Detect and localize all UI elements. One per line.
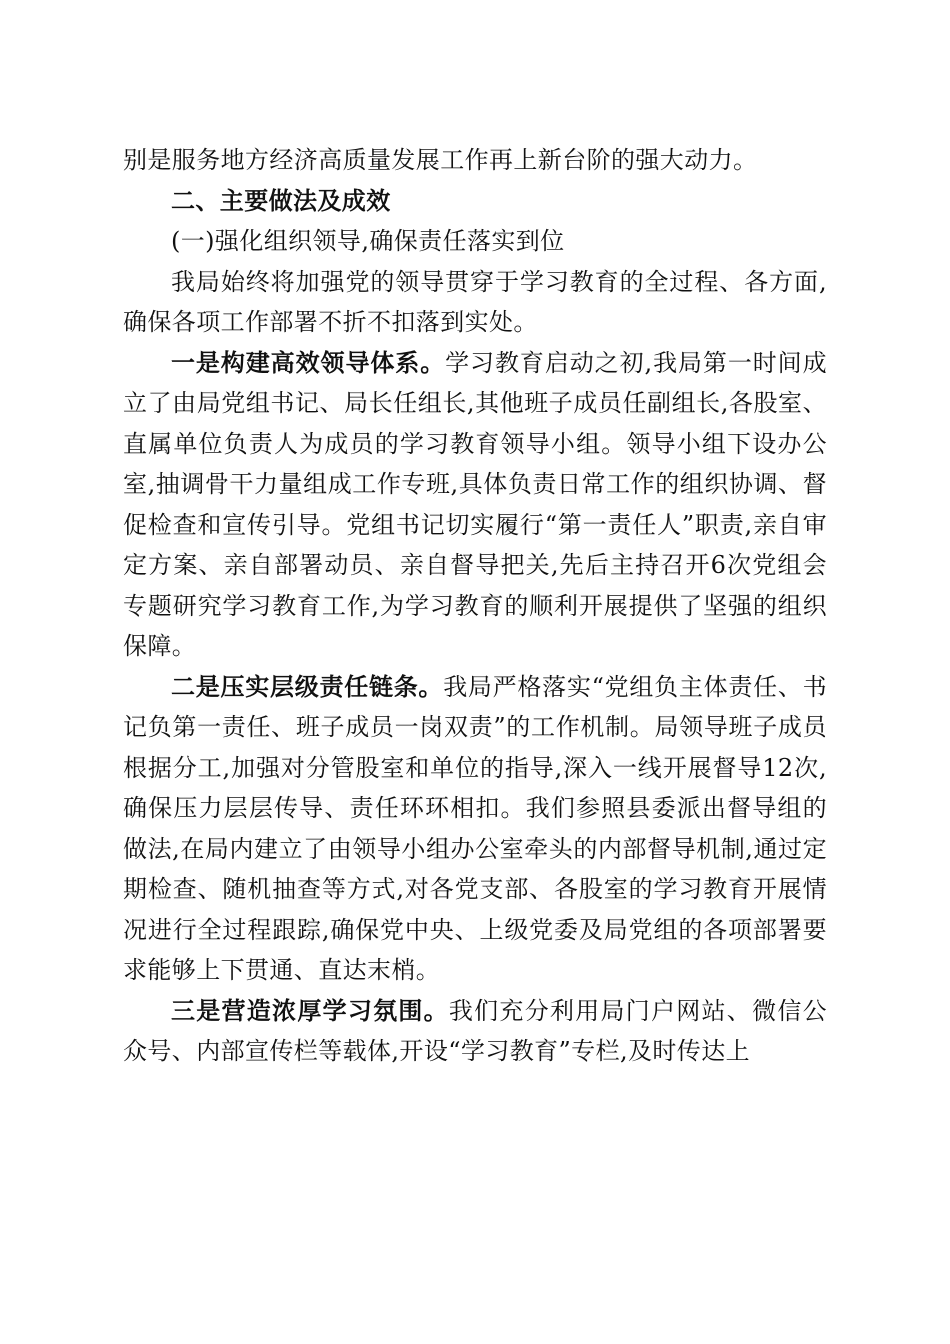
point-lead-1: 一是构建高效领导体系。 [171, 348, 446, 377]
point-paragraph-1 [123, 343, 827, 667]
point-body-1: 学习教育启动之初,我局第一时间成立了由局党组书记、局长任组长,其他班子成员任副组长,各股室、直属单位负责人为成员的学习教育领导小组。领导小组下设办公室,抽调骨干力量组成工作专班,具体负责日常工作的组织协调、督促检查和宣传引导。党组书记切实履行“第一责任人”职责,亲自审定方案、亲自部署动员、亲自督导把关,先后主持召开6次党组会专题研究学习教育工作,为学习教育的顺利开展提供了坚强的组织保障。 [123, 348, 827, 660]
point-lead-3: 三是营造浓厚学习氛围。 [171, 996, 449, 1025]
point-body-2: 我局严格落实“党组负主体责任、书记负第一责任、班子成员一岗双责”的工作机制。局领导班子成员根据分工,加强对分管股室和单位的指导,深入一线开展督导12次,确保压力层层传导、责任环环相扣。我们参照县委派出督导组的做法,在局内建立了由领导小组办公室牵头的内部督导机制,通过定期检查、随机抽查等方式,对各党支部、各股室的学习教育开展情况进行全过程跟踪,确保党中央、上级党委及局党组的各项部署要求能够上下贯通、直达末梢。 [123, 672, 828, 984]
document-body [123, 140, 827, 1072]
point-body-3: 我们充分利用局门户网站、微信公众号、内部宣传栏等载体,开设“学习教育”专栏,及时传达上 [123, 996, 827, 1065]
intro-tail-paragraph: 别是服务地方经济高质量发展工作再上新台阶的强大动力。 [123, 146, 758, 174]
point-paragraph-2 [123, 667, 827, 991]
subsection-intro-paragraph: 我局始终将加强党的领导贯穿于学习教育的全过程、各方面,确保各项工作部署不折不扣落到实处。 [123, 267, 827, 336]
subsection-heading: (一)强化组织领导,确保责任落实到位 [171, 227, 565, 255]
point-paragraph-3 [123, 991, 827, 1072]
section-heading: 二、主要做法及成效 [171, 186, 391, 215]
point-lead-2: 二是压实层级责任链条。 [171, 672, 444, 701]
